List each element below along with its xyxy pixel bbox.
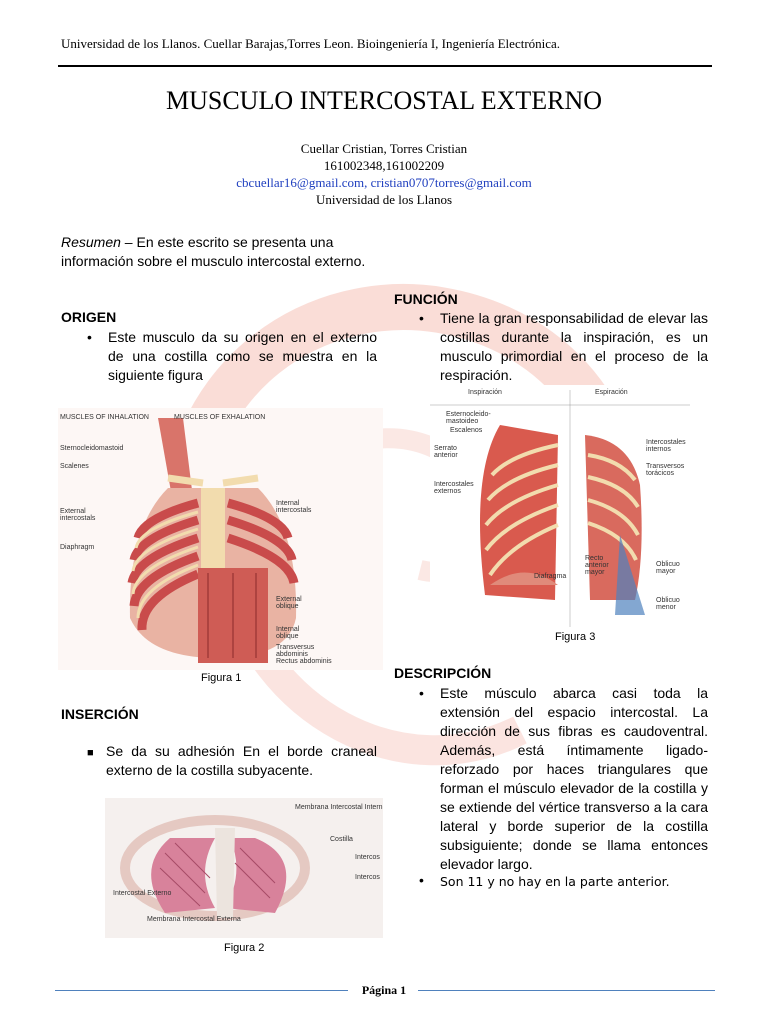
bullet-square: ■ — [87, 747, 94, 759]
figure-3-caption: Figura 3 — [555, 631, 596, 643]
origen-heading: ORIGEN — [61, 309, 117, 325]
bullet-dot: • — [419, 872, 424, 888]
fig3-label-diafragma: Diafragma — [534, 573, 567, 580]
fig1-label-transversus: Transversus abdominis — [276, 644, 315, 658]
fig3-label-serrato: Serrato anterior — [434, 445, 458, 459]
fig1-label-rectus: Rectus abdominis — [276, 658, 332, 665]
page-number: Página 1 — [361, 983, 407, 997]
running-header: Universidad de los Llanos. Cuellar Barajas,Torres Leon. Bioingeniería I, Ingeniería Electrónica. — [61, 36, 561, 51]
funcion-item — [419, 309, 708, 385]
fig1-label-int-oblique: Internal oblique — [276, 626, 300, 640]
fig3-label-escalenos: Escalenos — [450, 427, 483, 434]
fig1-label-scm: Sternocleidomastoid — [60, 445, 124, 452]
figure-3-image — [430, 385, 690, 627]
fig2-label-intercos-1: Intercos — [355, 854, 380, 861]
descripcion-text-2: Son 11 y no hay en la parte anterior. — [440, 874, 670, 889]
fig3-label-esterno: Esternocleido-mastoideo — [446, 411, 491, 425]
fig3-label-oblicuo-mayor: Oblicuo mayor — [656, 561, 680, 575]
fig3-label-espiracion: Espiración — [595, 389, 628, 396]
fig1-label-diaphragm: Diaphragm — [60, 544, 95, 551]
bullet-dot: • — [87, 329, 92, 345]
figure-1-image — [58, 408, 383, 670]
fig2-label-costilla: Costilla — [330, 836, 353, 843]
fig1-label-ext-oblique: External oblique — [276, 596, 302, 610]
origen-item — [87, 328, 377, 385]
funcion-text: Tiene la gran responsabilidad de elevar las costillas durante la inspiración, es un musculo primordial en el proceso de la respiración. — [440, 310, 708, 383]
fig3-label-inter-ext: Intercostales externos — [434, 481, 474, 495]
descripcion-item-2 — [419, 872, 708, 889]
fig1-label-exhalation: MUSCLES OF EXHALATION — [174, 414, 266, 421]
insercion-text: Se da su adhesión En el borde craneal externo de la costilla subyacente. — [106, 743, 377, 778]
fig1-label-inhalation: MUSCLES OF INHALATION — [60, 414, 149, 421]
author-ids: 161002348,161002209 — [323, 158, 445, 173]
descripcion-heading: DESCRIPCIÓN — [394, 665, 492, 681]
funcion-heading: FUNCIÓN — [394, 291, 458, 307]
footer-rule-left — [55, 990, 348, 991]
insercion-heading: INSERCIÓN — [61, 706, 139, 722]
fig3-label-inter-int: Intercostales internos — [646, 439, 686, 453]
insercion-item — [87, 742, 377, 780]
descripcion-text-1: Este músculo abarca casi toda la extensión del espacio intercostal. La dirección de sus fibras es caudoventral. Además, está íntimamente ligado-reforzado por haces triangulares que forman el músculo elevador de la costilla y se extiende del vértice transverso a la cara lateral y borde superior de la costilla subsiguiente; donde se llama entonces elevador largo. — [440, 685, 708, 872]
fig2-label-membrana-int: Membrana Intercostal Intern — [295, 804, 383, 811]
fig3-label-transversos: Transversos torácicos — [646, 463, 685, 477]
bullet-dot: • — [419, 310, 424, 326]
author-affiliation: Universidad de los Llanos — [315, 192, 453, 207]
fig3-label-inspiracion: Inspiración — [468, 389, 502, 396]
figure-1-caption: Figura 1 — [201, 672, 242, 684]
abstract — [61, 233, 381, 271]
author-block — [0, 140, 768, 208]
origen-text: Este musculo da su origen en el externo de una costilla como se muestra en la siguiente figura — [108, 329, 377, 383]
bullet-dot: • — [419, 685, 424, 701]
descripcion-item-1 — [419, 684, 708, 874]
fig2-label-membrana-ext: Membrana Intercostal Externa — [147, 916, 241, 923]
author-names: Cuellar Cristian, Torres Cristian — [300, 141, 468, 156]
author-emails[interactable]: cbcuellar16@gmail.com, cristian0707torres@gmail.com — [236, 175, 532, 190]
fig1-label-ext-intercostals: External intercostals — [60, 508, 96, 522]
paper-title: MUSCULO INTERCOSTAL EXTERNO — [165, 86, 603, 115]
figure-2-caption: Figura 2 — [224, 942, 265, 954]
fig3-label-recto: Recto anterior mayor — [585, 555, 609, 576]
footer-rule-right — [418, 990, 715, 991]
fig3-label-oblicuo-menor: Oblicuo menor — [656, 597, 680, 611]
abstract-label: Resumen — [61, 234, 121, 250]
fig1-label-scalenes: Scalenes — [60, 463, 89, 470]
abstract-text: – En este escrito se presenta una información sobre el musculo intercostal externo. — [61, 234, 366, 269]
figure-2-image — [105, 798, 383, 938]
fig1-label-int-intercostals: Internal intercostals — [276, 500, 312, 514]
fig2-label-intercos-2: Intercos — [355, 874, 380, 881]
header-rule — [58, 65, 712, 67]
fig2-label-intercostal-ext: Intercostal Externo — [113, 890, 172, 897]
